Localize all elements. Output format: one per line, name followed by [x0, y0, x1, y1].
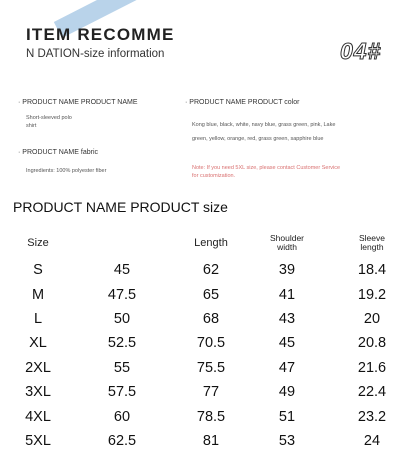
length-cell: 70.5 [196, 335, 226, 352]
shoulder-width-cell: 45 [278, 335, 296, 352]
size-cell: 2XL [25, 359, 51, 376]
page-title: ITEM RECOMME [26, 25, 175, 44]
size-table-header [13, 228, 411, 258]
table-row [13, 380, 411, 404]
item-number-badge: 04# [340, 38, 382, 64]
chest-cell: 57.5 [107, 384, 137, 401]
shoulder-width-cell: 39 [278, 262, 296, 279]
length-cell: 81 [202, 432, 220, 449]
sleeve-length-cell: 23.2 [357, 408, 387, 425]
product-name-label: · PRODUCT NAME PRODUCT NAME [18, 99, 138, 106]
size-section-title: PRODUCT NAME PRODUCT size [13, 199, 228, 215]
length-cell: 68 [202, 310, 220, 327]
shoulder-width-cell: 43 [278, 310, 296, 327]
size-cell: 4XL [25, 408, 51, 425]
customization-note: Note: If you need 5XL size, please contact Customer Service for customization. [192, 165, 341, 179]
sleeve-length-cell: 21.6 [357, 359, 387, 376]
sleeve-length-cell: 20 [363, 310, 381, 327]
chest-cell: 50 [113, 310, 131, 327]
size-table [13, 228, 411, 453]
shoulder-width-cell: 53 [278, 432, 296, 449]
size-cell: XL [29, 335, 47, 352]
header-length: Length [194, 236, 228, 249]
shoulder-width-cell: 47 [278, 359, 296, 376]
length-cell: 75.5 [196, 359, 226, 376]
color-label: · PRODUCT NAME PRODUCT color [185, 99, 300, 106]
chest-cell: 60 [113, 408, 131, 425]
page-subtitle: N DATION-size information [26, 48, 165, 60]
length-cell: 77 [202, 384, 220, 401]
table-row [13, 356, 411, 380]
size-cell: L [33, 310, 43, 327]
sleeve-length-cell: 24 [363, 432, 381, 449]
header-chest [63, 228, 181, 258]
chest-cell: 55 [113, 359, 131, 376]
size-cell: S [33, 262, 43, 279]
size-cell: 5XL [25, 432, 51, 449]
size-cell: 3XL [25, 384, 51, 401]
sleeve-length-cell: 20.8 [357, 335, 387, 352]
chest-cell: 52.5 [107, 335, 137, 352]
fabric-value: Ingredients: 100% polyester fiber [26, 168, 107, 174]
shoulder-width-cell: 51 [278, 408, 296, 425]
table-row [13, 282, 411, 306]
header-sleeve-length: Sleeve length [359, 233, 385, 252]
color-values: Kong blue, black, white, navy blue, grass green, pink, Lake green, yellow, orange, red, grass green, sapphire blue [192, 122, 336, 142]
shoulder-width-cell: 41 [278, 286, 296, 303]
header-shoulder-width: Shoulder width [269, 233, 305, 252]
sleeve-length-cell: 22.4 [357, 384, 387, 401]
length-cell: 65 [202, 286, 220, 303]
chest-cell: 47.5 [107, 286, 137, 303]
table-row [13, 429, 411, 453]
shoulder-width-cell: 49 [278, 384, 296, 401]
header-size: Size [27, 236, 49, 249]
table-row [13, 331, 411, 355]
fabric-label: · PRODUCT NAME fabric [18, 149, 98, 156]
sleeve-length-cell: 18.4 [357, 262, 387, 279]
table-row [13, 404, 411, 428]
product-name-value: Short-sleeved polo shirt [26, 115, 72, 129]
chest-cell: 62.5 [107, 432, 137, 449]
table-row [13, 307, 411, 331]
size-cell: M [31, 286, 45, 303]
table-row [13, 258, 411, 282]
sleeve-length-cell: 19.2 [357, 286, 387, 303]
chest-cell: 45 [113, 262, 131, 279]
length-cell: 78.5 [196, 408, 226, 425]
length-cell: 62 [202, 262, 220, 279]
